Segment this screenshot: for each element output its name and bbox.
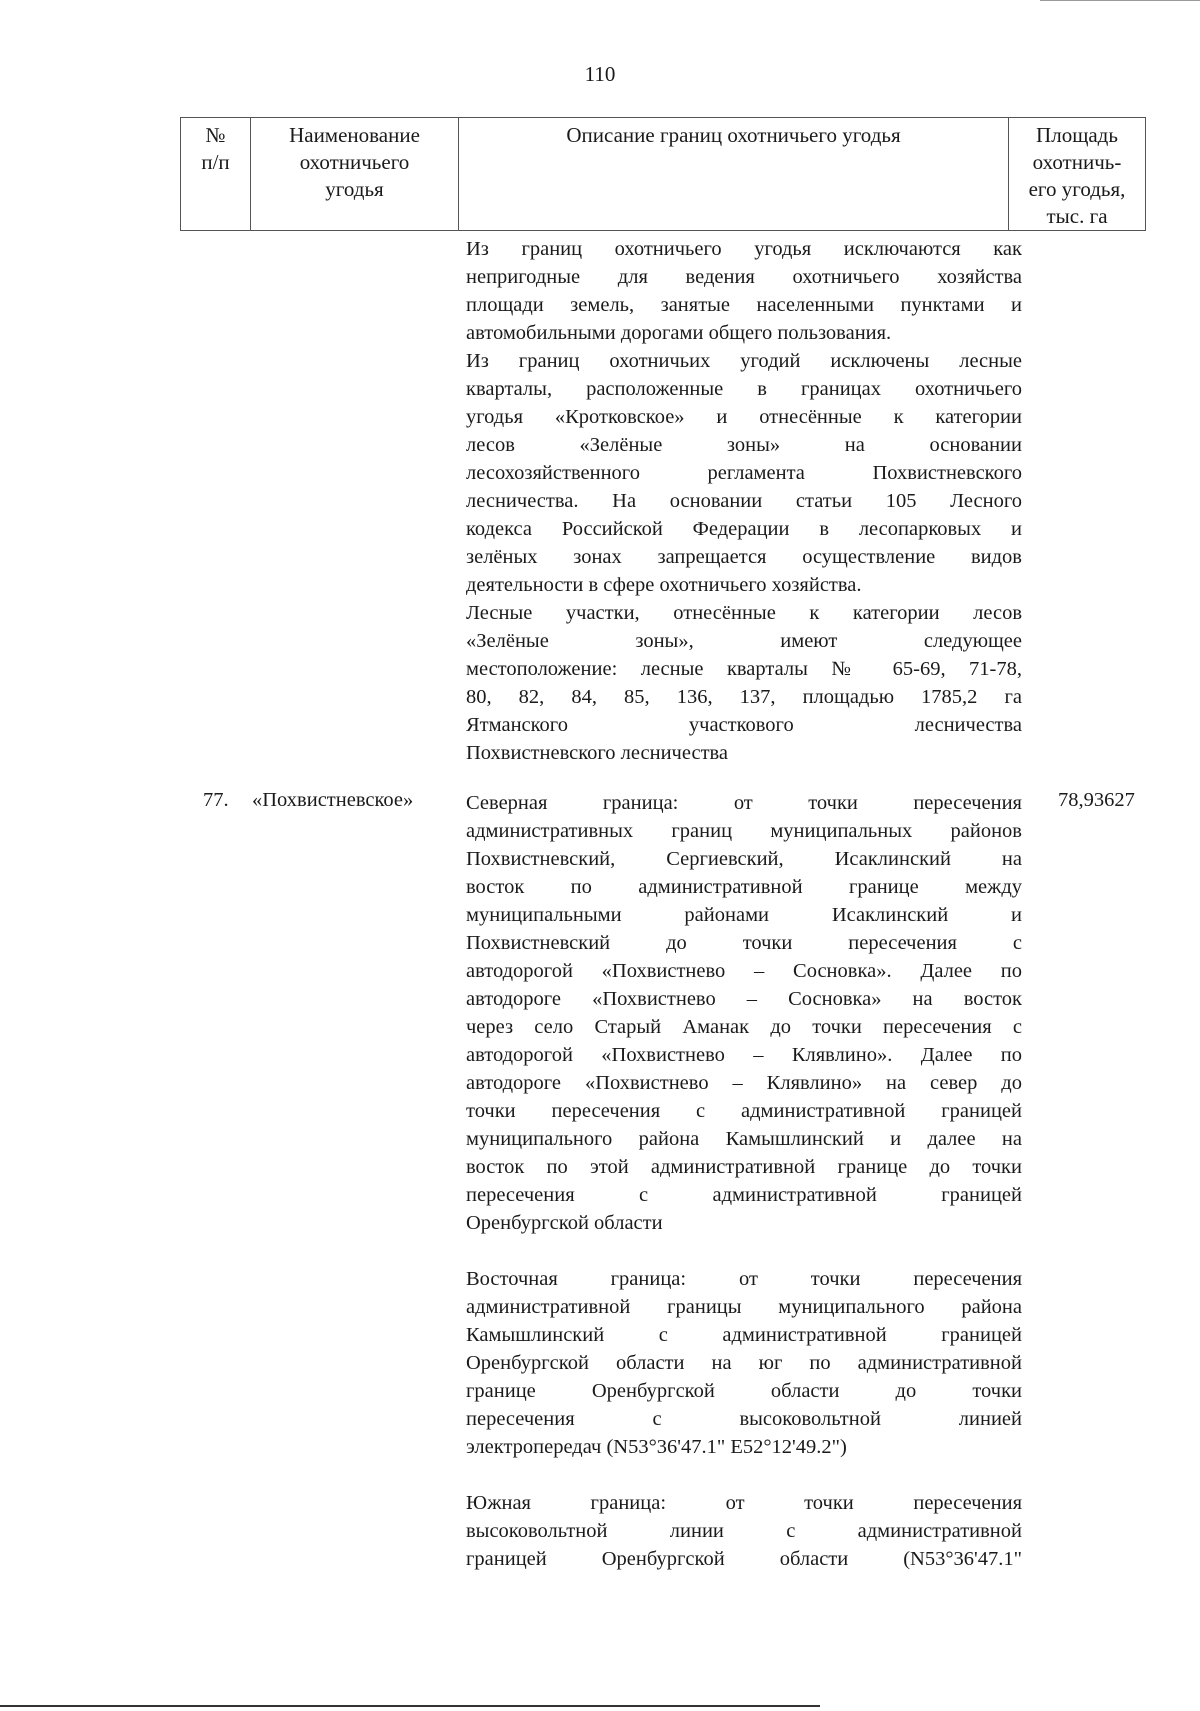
text-line: автодороге «Похвистнево – Клявлино» на север до — [466, 1072, 1022, 1094]
header-text: его угодья, — [1028, 177, 1126, 201]
text-line: восток по административной границе между — [466, 876, 1022, 898]
text-line: границей Оренбургской области (N53°36'47.1" — [466, 1548, 1022, 1570]
text-line: угодья «Кротковское» и отнесённые к категории — [466, 406, 1022, 428]
text-line: Камышлинский с административной границей — [466, 1324, 1022, 1346]
header-text: тыс. га — [1046, 204, 1108, 228]
text-line: Из границ охотничьего угодья исключаются как — [466, 238, 1022, 260]
header-text: № — [205, 123, 226, 147]
text-line: зелёных зонах запрещается осуществление видов — [466, 546, 1022, 568]
table-header — [180, 117, 1146, 231]
continuation-description — [466, 235, 1022, 767]
text-line: муниципального района Камышлинский и далее на — [466, 1128, 1022, 1150]
text-line: лесохозяйственного регламента Похвистневского — [466, 462, 1022, 484]
row-area: 78,93627 — [1058, 789, 1135, 811]
text-line: точки пересечения с административной границей — [466, 1100, 1022, 1122]
text-line: автомобильными дорогами общего пользования. — [466, 322, 892, 344]
row-description — [466, 789, 1022, 1573]
text-line: 80, 82, 84, 85, 136, 137, площадью 1785,2 га — [466, 686, 1022, 708]
text-line: муниципальными районами Исаклинский и — [466, 904, 1022, 926]
text-line: непригодные для ведения охотничьего хозяйства — [466, 266, 1022, 288]
text-line: восток по этой административной границе до точки — [466, 1156, 1022, 1178]
text-line: через село Старый Аманак до точки пересечения с — [466, 1016, 1022, 1038]
text-line: Лесные участки, отнесённые к категории лесов — [466, 602, 1022, 624]
text-line: кварталы, расположенные в границах охотничьего — [466, 378, 1022, 400]
header-text: Площадь — [1036, 123, 1118, 147]
text-line: лесничества. На основании статьи 105 Лесного — [466, 490, 1022, 512]
text-line: высоковольтной линии с административной — [466, 1520, 1022, 1542]
header-text: п/п — [201, 150, 230, 174]
text-line: административных границ муниципальных районов — [466, 820, 1022, 842]
text-line: автодорогой «Похвистнево – Сосновка». Далее по — [466, 960, 1022, 982]
header-number-column — [181, 118, 251, 230]
text-line: административной границы муниципального района — [466, 1296, 1022, 1318]
header-area-column — [1009, 118, 1145, 230]
text-line: Похвистневского лесничества — [466, 742, 729, 764]
text-line: автодороге «Похвистнево – Сосновка» на восток — [466, 988, 1022, 1010]
text-line: Ятманского участкового лесничества — [466, 714, 1022, 736]
text-line: Южная граница: от точки пересечения — [466, 1492, 1022, 1514]
text-line: Из границ охотничьих угодий исключены лесные — [466, 350, 1022, 372]
row-number: 77. — [203, 789, 229, 811]
row-name: «Похвистневское» — [252, 789, 414, 811]
text-line: Восточная граница: от точки пересечения — [466, 1268, 1022, 1290]
text-line: площади земель, занятые населенными пунктами и — [466, 294, 1022, 316]
header-text: угодья — [325, 177, 384, 201]
header-text: охотничь- — [1032, 150, 1122, 174]
text-line: Похвистневский до точки пересечения с — [466, 932, 1022, 954]
text-line: кодекса Российской Федерации в лесопарковых и — [466, 518, 1022, 540]
text-line: электропередач (N53°36'47.1" E52°12'49.2") — [466, 1436, 847, 1458]
page-number: 110 — [584, 62, 616, 86]
blank-line — [466, 1237, 1022, 1265]
blank-line — [466, 1461, 1022, 1489]
text-line: Оренбургской области — [466, 1212, 663, 1234]
header-description-column — [459, 118, 1009, 230]
text-line: «Зелёные зоны», имеют следующее — [466, 630, 1022, 652]
text-line: пересечения с административной границей — [466, 1184, 1022, 1206]
text-line: автодорогой «Похвистнево – Клявлино». Далее по — [466, 1044, 1022, 1066]
text-line: деятельности в сфере охотничьего хозяйства. — [466, 574, 862, 596]
header-text: Наименование — [289, 123, 420, 147]
header-name-column — [251, 118, 459, 230]
text-line: Оренбургской области на юг по административной — [466, 1352, 1022, 1374]
scan-edge-line — [1040, 0, 1200, 1]
text-line: пересечения с высоковольтной линией — [466, 1408, 1022, 1430]
text-line: местоположение: лесные кварталы № 65-69, 71-78, — [466, 658, 1022, 680]
text-line: Похвистневский, Сергиевский, Исаклинский на — [466, 848, 1022, 870]
text-line: границе Оренбургской области до точки — [466, 1380, 1022, 1402]
text-line: лесов «Зелёные зоны» на основании — [466, 434, 1022, 456]
text-line: Северная граница: от точки пересечения — [466, 792, 1022, 814]
header-text: охотничьего — [299, 150, 410, 174]
scan-bottom-line — [0, 1705, 820, 1707]
header-text: Описание границ охотничьего угодья — [566, 123, 901, 147]
